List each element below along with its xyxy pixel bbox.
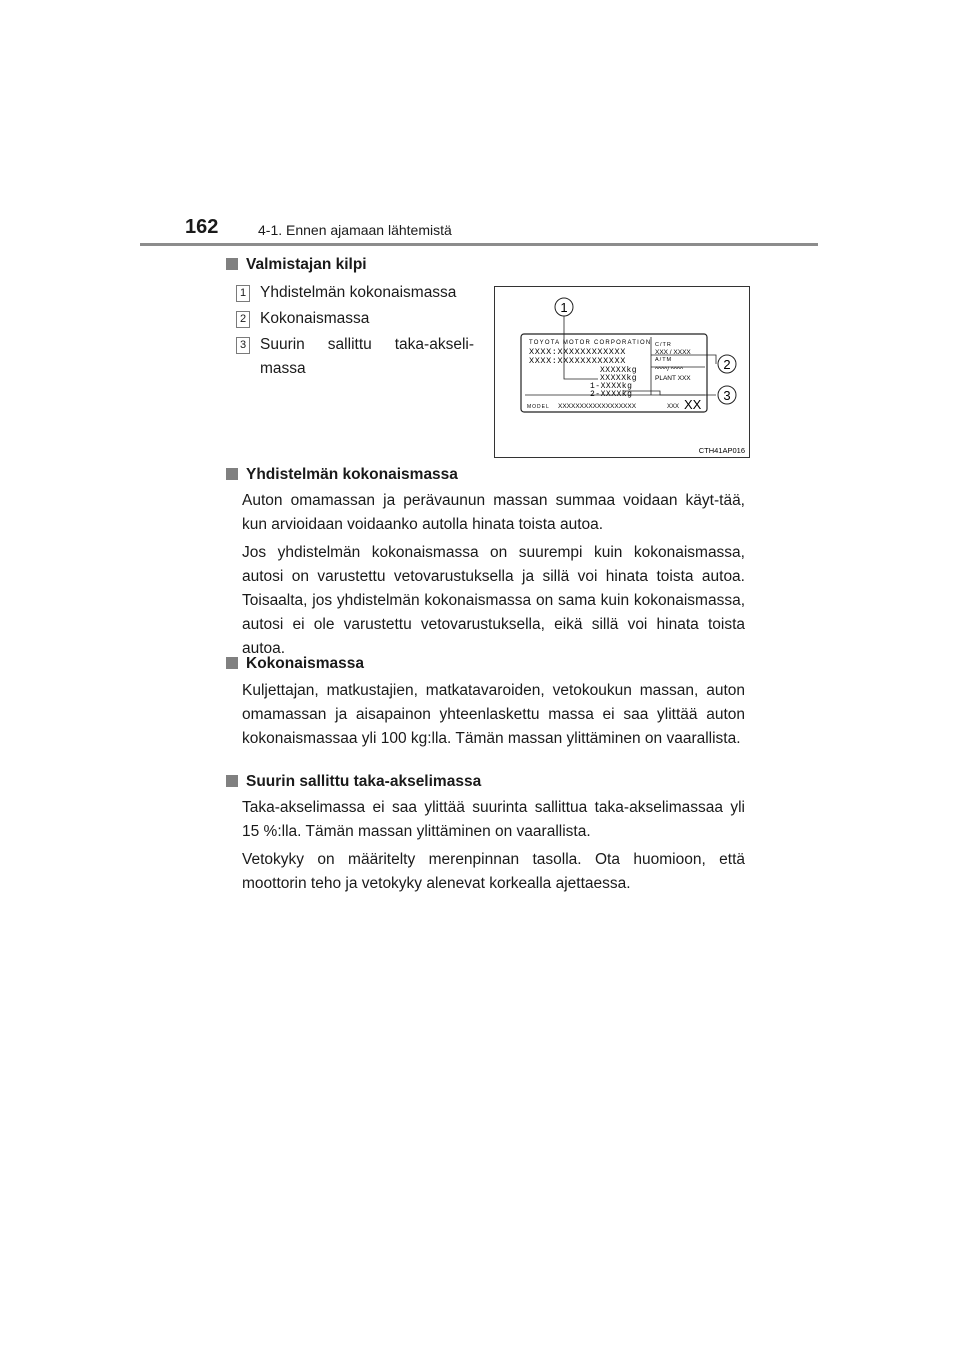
number-badge: 2 bbox=[236, 311, 250, 328]
square-bullet-icon bbox=[226, 468, 238, 480]
figure-code: CTH41AP016 bbox=[698, 446, 745, 455]
page-number: 162 bbox=[185, 216, 219, 238]
svg-text:PLANT XXX: PLANT XXX bbox=[655, 375, 691, 382]
list-item-label: Yhdistelmän kokonaismassa bbox=[260, 284, 457, 301]
page-header bbox=[0, 0, 960, 250]
square-bullet-icon bbox=[226, 775, 238, 787]
svg-text:1-XXXXkg: 1-XXXXkg bbox=[590, 382, 633, 391]
plate-illustration bbox=[495, 287, 751, 459]
paragraph: Kuljettajan, matkustajien, matkatavaroiden, vetokoukun massan, auton omamassan ja aisapainon yhteenlaskettu massa ei saa ylittää auton kokonaismassaa yli 100 kg:lla. Tämän massan ylittäminen on vaarallista. bbox=[242, 682, 745, 747]
section-title-axle: Suurin sallittu taka-akselimassa bbox=[226, 773, 481, 791]
svg-text:2: 2 bbox=[723, 357, 731, 372]
paragraph: Vetokyky on määritelty merenpinnan tasolla. Ota huomioon, että moottorin teho ja vetokyky alenevat korkealla ajettaessa. bbox=[242, 851, 745, 892]
svg-text:^^^^/ ^^^^: ^^^^/ ^^^^ bbox=[655, 366, 684, 373]
svg-text:XXXXXXXXXXXXXXXXXX: XXXXXXXXXXXXXXXXXX bbox=[558, 403, 637, 410]
svg-text:XXXXXkg: XXXXXkg bbox=[600, 366, 638, 375]
chapter-title: 4-1. Ennen ajamaan lähtemistä bbox=[258, 222, 452, 238]
square-bullet-icon bbox=[226, 258, 238, 270]
svg-text:XXXXXkg: XXXXXkg bbox=[600, 374, 638, 383]
svg-text:C/TR: C/TR bbox=[655, 342, 672, 348]
section-title-gross: Kokonaismassa bbox=[226, 655, 364, 673]
number-badge: 1 bbox=[236, 285, 250, 302]
list-item-label: Kokonaismassa bbox=[260, 310, 370, 327]
paragraph: Jos yhdistelmän kokonaismassa on suurempi kuin kokonaismassa, autosi on varustettu vetovarustuksella ja sillä voi hinata toista autoa. Toisaalta, jos yhdistelmän kokonaismassa on sama kuin kokonaismassa, autosi ei ole varustettu vetovarustuksella, eikä sillä voi hinata toista autoa. bbox=[242, 544, 745, 657]
plate-title: TOYOTA MOTOR CORPORATION bbox=[529, 340, 652, 346]
svg-text:XXX / XXXX: XXX / XXXX bbox=[655, 349, 691, 356]
list-item bbox=[236, 333, 476, 381]
svg-text:A/TM: A/TM bbox=[655, 357, 673, 363]
svg-text:XXX: XXX bbox=[667, 404, 680, 410]
list-item bbox=[236, 284, 456, 302]
header-divider bbox=[140, 243, 818, 246]
svg-text:2-XXXXkg: 2-XXXXkg bbox=[590, 390, 633, 399]
svg-text:XXXX:XXXXXXXXXXXX: XXXX:XXXXXXXXXXXX bbox=[529, 347, 626, 357]
svg-text:1: 1 bbox=[560, 300, 568, 315]
svg-text:XXXX:XXXXXXXXXXXX: XXXX:XXXXXXXXXXXX bbox=[529, 356, 626, 366]
square-bullet-icon bbox=[226, 657, 238, 669]
number-badge: 3 bbox=[236, 337, 250, 354]
list-item bbox=[236, 310, 369, 328]
manufacturer-plate-figure bbox=[494, 286, 750, 458]
paragraph: Auton omamassan ja perävaunun massan summaa voidaan käyt-tää, kun arvioidaan voidaanko autolla hinata toista autoa. bbox=[242, 492, 745, 533]
list-item-label: Suurin sallittu taka-akseli-massa bbox=[260, 336, 474, 377]
paragraph: Taka-akselimassa ei saa ylittää suurinta sallittua taka-akselimassaa yli 15 %:lla. Tämän massan ylittäminen on vaarallista. bbox=[242, 799, 745, 840]
section-title-plate: Valmistajan kilpi bbox=[226, 256, 367, 274]
svg-text:XX: XX bbox=[684, 397, 702, 412]
section-title-combined: Yhdistelmän kokonaismassa bbox=[226, 466, 458, 484]
svg-text:3: 3 bbox=[723, 388, 731, 403]
svg-text:MODEL: MODEL bbox=[527, 404, 550, 410]
